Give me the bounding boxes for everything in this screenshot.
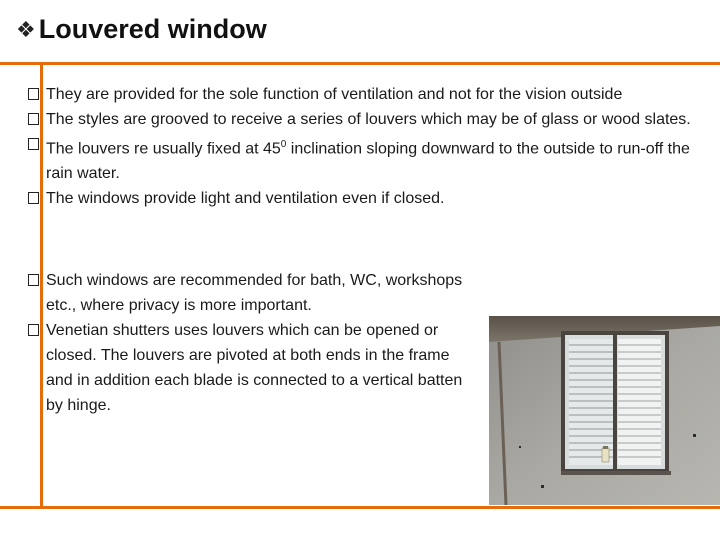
list-item: The styles are grooved to receive a series of louvers which may be of glass or wood slates. [28,107,718,132]
slide-title [16,14,267,45]
right-louver-pane [618,339,661,465]
slide-title-text: Louvered window [38,14,267,44]
list-item: Such windows are recommended for bath, WC, workshops etc., where privacy is more important. [28,268,468,318]
checkbox-bullet-icon [28,192,39,204]
diamond-bullet-icon: ❖ [16,16,36,42]
list-item: The louvers re usually fixed at $45^0$ inclination sloping downward to the outside to run-off the rain water. [28,132,718,186]
louvered-window-photo [489,316,720,505]
checkbox-bullet-icon [28,138,39,150]
bottom-divider [0,506,720,509]
list-item: Venetian shutters uses louvers which can be opened or closed. The louvers are pivoted at both ends in the frame and in addition each blade is connected to a vertical batten by hinge. [28,318,468,418]
bullet-list-bottom [28,268,468,418]
checkbox-bullet-icon [28,88,39,100]
checkbox-bullet-icon [28,113,39,125]
bullet-list-top [28,82,718,211]
checkbox-bullet-icon [28,274,39,286]
top-divider [0,62,720,65]
checkbox-bullet-icon [28,324,39,336]
list-item: They are provided for the sole function of ventilation and not for the vision outside [28,82,718,107]
list-item: The windows provide light and ventilation even if closed. [28,186,718,211]
